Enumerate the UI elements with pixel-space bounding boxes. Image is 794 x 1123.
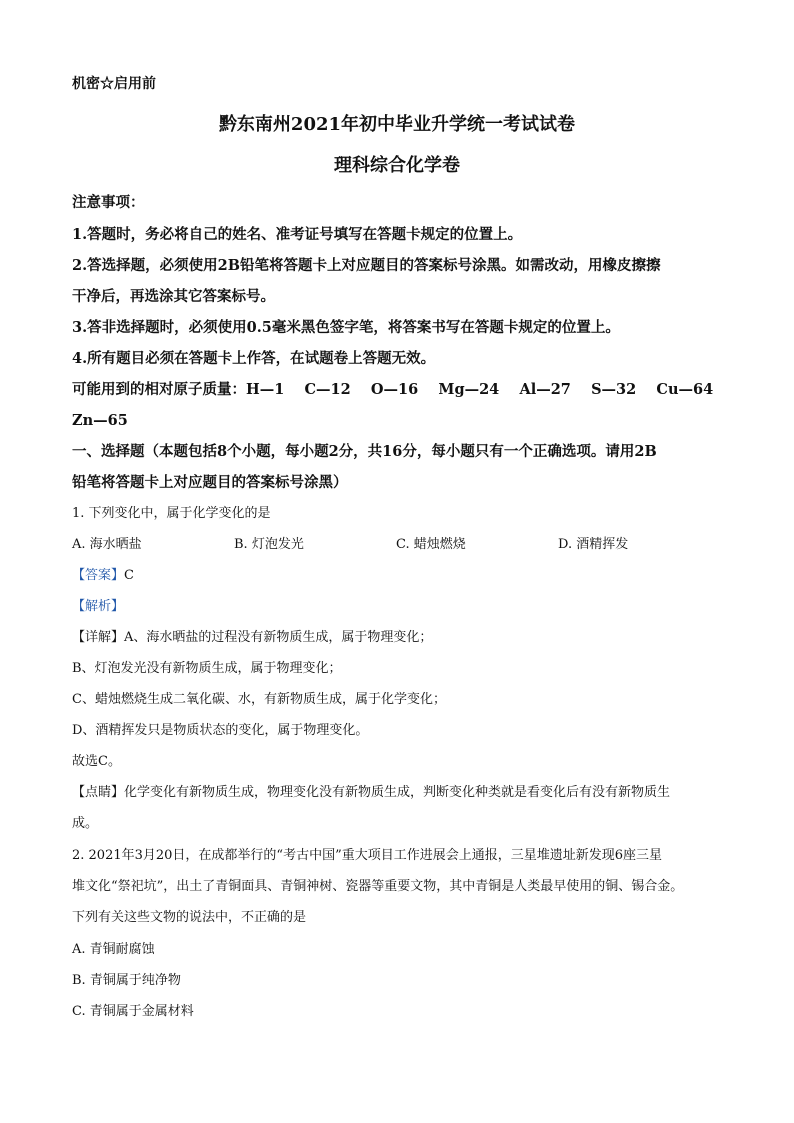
exam-subtitle: 理科综合化学卷 bbox=[334, 155, 460, 176]
option-a: A. 青铜耐腐蚀 bbox=[72, 942, 155, 957]
answer-line bbox=[72, 565, 734, 587]
tip-text: 化学变化有新物质生成，物理变化没有新物质生成，判断变化种类就是看变化后有没有新物质生 bbox=[124, 785, 671, 800]
note-item: 2.答选择题，必须使用2B铅笔将答题卡上对应题目的答案标号涂黑。如需改动，用橡皮擦擦 bbox=[72, 257, 661, 274]
note-item: 3.答非选择题时，必须使用0.5毫米黑色签字笔，将答案书写在答题卡规定的位置上。 bbox=[72, 319, 620, 336]
option-c: C. 蜡烛燃烧 bbox=[396, 537, 466, 552]
note-item: 干净后，再选涂其它答案标号。 bbox=[72, 288, 275, 305]
section-heading: 一、选择题（本题包括8个小题，每小题2分，共16分，每小题只有一个正确选项。请用2B bbox=[72, 443, 657, 460]
question-2-stem: 2. 2021年3月20日，在成都举行的“考古中国”重大项目工作进展会上通报，三星堆遗址新发现6座三星 bbox=[72, 848, 662, 863]
atomic-mass-values: H—1 C—12 O—16 Mg—24 Al—27 S—32 Cu—64 bbox=[246, 381, 714, 398]
atomic-mass-label: 可能用到的相对原子质量： bbox=[72, 381, 246, 398]
option-c: C. 青铜属于金属材料 bbox=[72, 1004, 194, 1019]
section-heading-cont: 铅笔将答题卡上对应题目的答案标号涂黑） bbox=[72, 474, 348, 491]
note-item: 4.所有题目必须在答题卡上作答，在试题卷上答题无效。 bbox=[72, 350, 436, 367]
detail-b: B、灯泡发光没有新物质生成，属于物理变化； bbox=[72, 661, 342, 676]
atomic-mass-line-2: Zn—65 bbox=[72, 412, 128, 429]
option-b: B. 灯泡发光 bbox=[234, 537, 304, 552]
question-2-stem-cont: 堆文化“祭祀坑”，出土了青铜面具、青铜神树、瓷器等重要文物，其中青铜是人类最早使用的铜、锡合金。 bbox=[72, 879, 684, 894]
answer-value: C bbox=[124, 568, 134, 583]
question-1-options bbox=[72, 534, 734, 556]
tip-label: 【点睛】 bbox=[72, 785, 125, 800]
analysis-label: 【解析】 bbox=[72, 599, 125, 614]
option-d: D. 酒精挥发 bbox=[558, 537, 629, 552]
answer-label: 【答案】 bbox=[72, 568, 125, 583]
analysis-line bbox=[72, 596, 734, 618]
note-item: 1.答题时，务必将自己的姓名、准考证号填写在答题卡规定的位置上。 bbox=[72, 226, 523, 243]
confidential-label: 机密☆启用前 bbox=[72, 76, 156, 92]
detail-label: 【详解】 bbox=[72, 630, 125, 645]
question-1-stem: 1. 下列变化中，属于化学变化的是 bbox=[72, 506, 271, 521]
atomic-mass-line bbox=[72, 379, 734, 401]
detail-line bbox=[72, 627, 734, 649]
detail-c: C、蜡烛燃烧生成二氧化碳、水，有新物质生成，属于化学变化； bbox=[72, 692, 446, 707]
conclusion: 故选C。 bbox=[72, 754, 121, 769]
tip-line bbox=[72, 782, 734, 804]
detail-a: A、海水晒盐的过程没有新物质生成，属于物理变化； bbox=[124, 630, 433, 645]
exam-title: 黔东南州2021年初中毕业升学统一考试试卷 bbox=[218, 114, 576, 135]
detail-d: D、酒精挥发只是物质状态的变化，属于物理变化。 bbox=[72, 723, 369, 738]
notes-heading: 注意事项： bbox=[72, 194, 145, 211]
tip-text-cont: 成。 bbox=[72, 816, 99, 831]
question-2-stem-cont: 下列有关这些文物的说法中，不正确的是 bbox=[72, 910, 307, 925]
option-a: A. 海水晒盐 bbox=[72, 537, 142, 552]
option-b: B. 青铜属于纯净物 bbox=[72, 973, 181, 988]
